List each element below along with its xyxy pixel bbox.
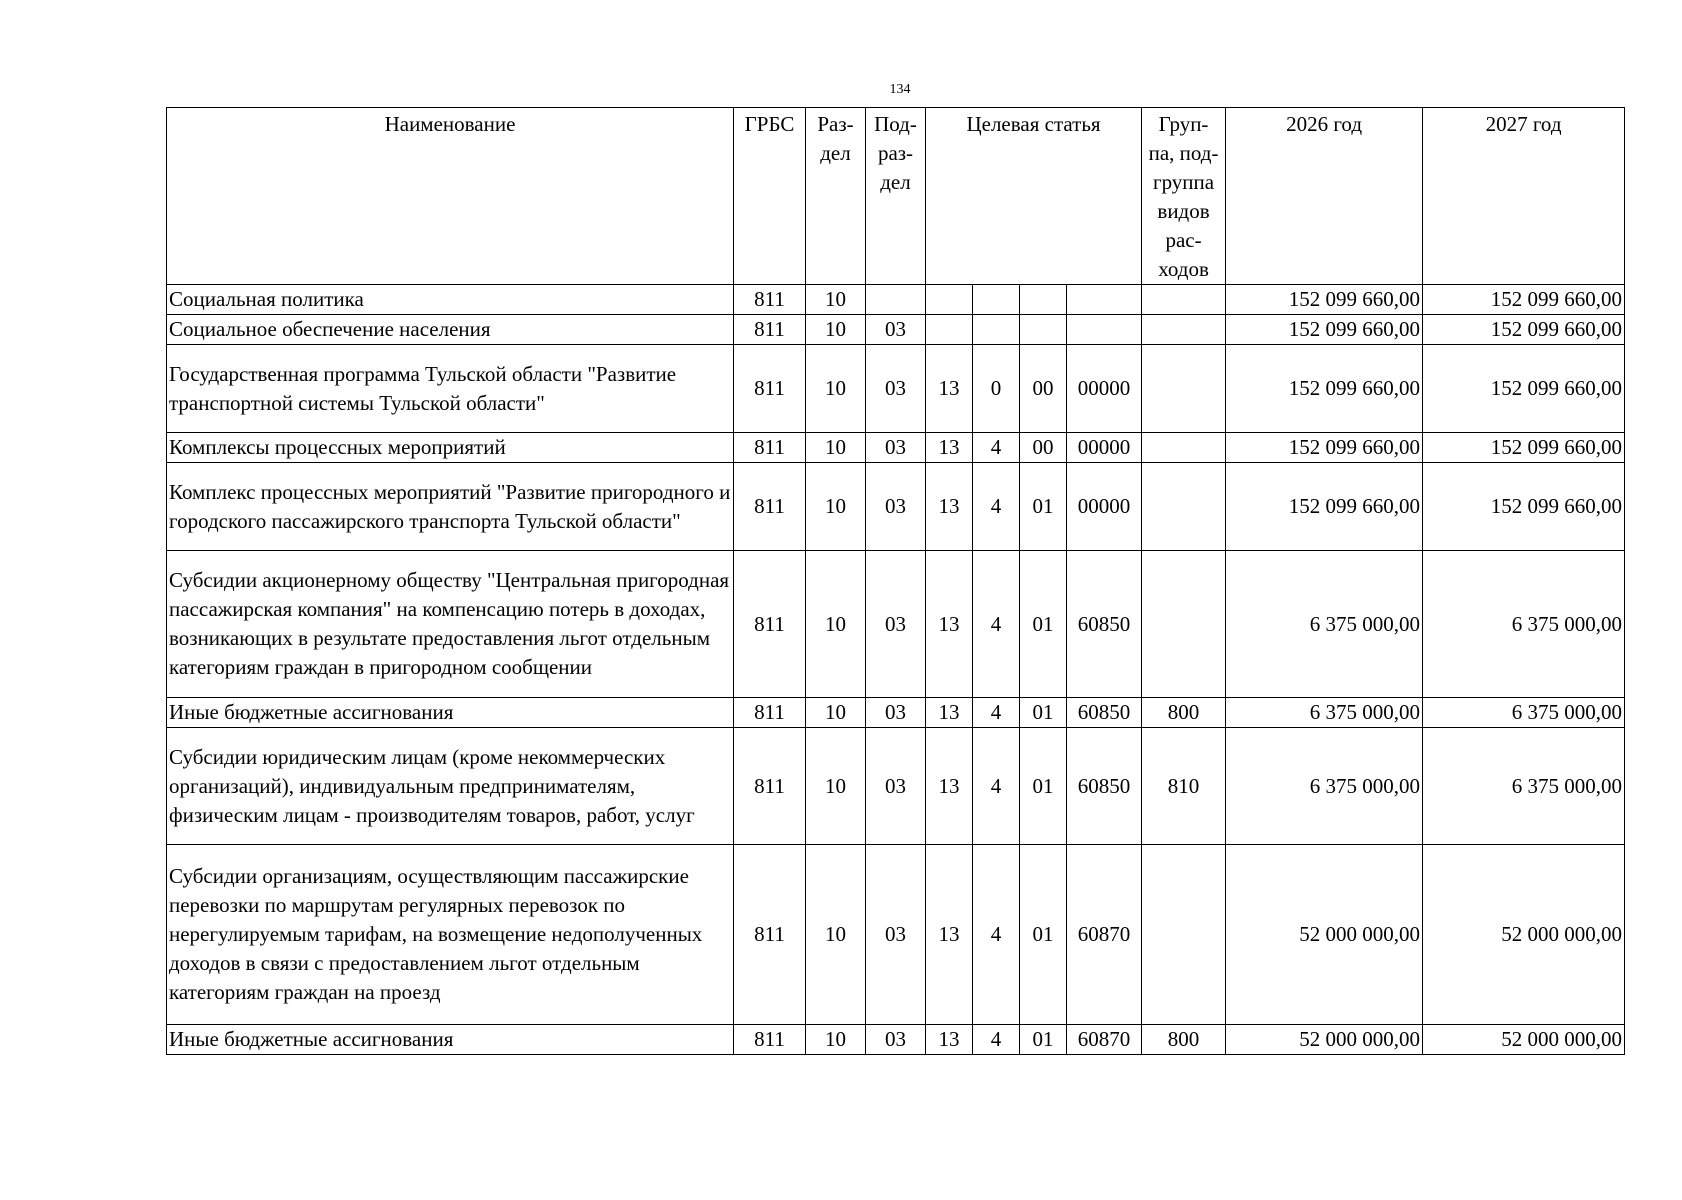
cell-target-subtype: 01 — [1020, 698, 1067, 728]
cell-name: Субсидии юридическим лицам (кроме некоммерческих организаций), индивидуальным предпринимателям, физическим лицам - производителям товаров, работ, услуг — [167, 728, 734, 845]
cell-amount-2027: 52 000 000,00 — [1423, 845, 1625, 1025]
cell-razdel: 10 — [806, 551, 866, 698]
cell-grbs: 811 — [734, 433, 806, 463]
cell-podrazdel: 03 — [866, 433, 926, 463]
cell-amount-2027: 152 099 660,00 — [1423, 315, 1625, 345]
cell-target-type: 4 — [973, 433, 1020, 463]
cell-expense-group — [1142, 345, 1226, 433]
cell-expense-group — [1142, 315, 1226, 345]
table-row — [167, 285, 1625, 315]
cell-target-type: 4 — [973, 1025, 1020, 1055]
cell-podrazdel: 03 — [866, 1025, 926, 1055]
cell-name: Социальная политика — [167, 285, 734, 315]
cell-name: Комплекс процессных мероприятий "Развитие пригородного и городского пассажирского транспорта Тульской области" — [167, 463, 734, 551]
cell-grbs: 811 — [734, 463, 806, 551]
cell-razdel: 10 — [806, 845, 866, 1025]
cell-podrazdel: 03 — [866, 698, 926, 728]
cell-target-direction — [1067, 315, 1142, 345]
cell-name: Иные бюджетные ассигнования — [167, 1025, 734, 1055]
header-razdel: Раз- дел — [806, 108, 866, 285]
cell-amount-2026: 152 099 660,00 — [1226, 345, 1423, 433]
cell-expense-group — [1142, 845, 1226, 1025]
cell-target-type: 0 — [973, 345, 1020, 433]
table-row — [167, 433, 1625, 463]
cell-amount-2026: 152 099 660,00 — [1226, 433, 1423, 463]
cell-expense-group — [1142, 433, 1226, 463]
cell-target-program: 13 — [926, 1025, 973, 1055]
cell-target-subtype: 01 — [1020, 1025, 1067, 1055]
cell-razdel: 10 — [806, 463, 866, 551]
table-row — [167, 728, 1625, 845]
cell-razdel: 10 — [806, 315, 866, 345]
cell-target-direction: 00000 — [1067, 433, 1142, 463]
cell-target-subtype: 01 — [1020, 845, 1067, 1025]
cell-razdel: 10 — [806, 433, 866, 463]
cell-grbs: 811 — [734, 728, 806, 845]
cell-grbs: 811 — [734, 345, 806, 433]
cell-amount-2027: 52 000 000,00 — [1423, 1025, 1625, 1055]
cell-podrazdel: 03 — [866, 345, 926, 433]
cell-target-direction: 60850 — [1067, 551, 1142, 698]
cell-target-program: 13 — [926, 728, 973, 845]
cell-target-subtype — [1020, 285, 1067, 315]
cell-grbs: 811 — [734, 1025, 806, 1055]
cell-target-program — [926, 315, 973, 345]
cell-amount-2026: 152 099 660,00 — [1226, 285, 1423, 315]
cell-expense-group — [1142, 463, 1226, 551]
cell-podrazdel — [866, 285, 926, 315]
header-grbs: ГРБС — [734, 108, 806, 285]
cell-amount-2027: 152 099 660,00 — [1423, 463, 1625, 551]
cell-target-direction: 60850 — [1067, 728, 1142, 845]
cell-target-program — [926, 285, 973, 315]
cell-expense-group — [1142, 551, 1226, 698]
table-row — [167, 845, 1625, 1025]
cell-amount-2026: 6 375 000,00 — [1226, 698, 1423, 728]
cell-name: Социальное обеспечение населения — [167, 315, 734, 345]
cell-target-direction: 60870 — [1067, 1025, 1142, 1055]
cell-name: Иные бюджетные ассигнования — [167, 698, 734, 728]
cell-amount-2026: 52 000 000,00 — [1226, 1025, 1423, 1055]
header-row — [167, 108, 1625, 285]
cell-razdel: 10 — [806, 728, 866, 845]
cell-target-program: 13 — [926, 698, 973, 728]
cell-razdel: 10 — [806, 1025, 866, 1055]
cell-target-direction: 00000 — [1067, 463, 1142, 551]
cell-target-program: 13 — [926, 551, 973, 698]
table-row — [167, 315, 1625, 345]
cell-expense-group: 800 — [1142, 1025, 1226, 1055]
cell-amount-2027: 6 375 000,00 — [1423, 698, 1625, 728]
cell-target-type — [973, 315, 1020, 345]
cell-amount-2027: 152 099 660,00 — [1423, 285, 1625, 315]
cell-name: Государственная программа Тульской области "Развитие транспортной системы Тульской области" — [167, 345, 734, 433]
cell-target-direction: 60850 — [1067, 698, 1142, 728]
cell-target-direction: 60870 — [1067, 845, 1142, 1025]
header-expense-group: Груп- па, под- группа видов рас- ходов — [1142, 108, 1226, 285]
cell-razdel: 10 — [806, 345, 866, 433]
table-row — [167, 1025, 1625, 1055]
cell-grbs: 811 — [734, 551, 806, 698]
cell-target-subtype: 00 — [1020, 345, 1067, 433]
cell-grbs: 811 — [734, 845, 806, 1025]
header-target-article: Целевая статья — [926, 108, 1142, 285]
cell-target-type: 4 — [973, 463, 1020, 551]
cell-target-type: 4 — [973, 728, 1020, 845]
cell-amount-2026: 6 375 000,00 — [1226, 728, 1423, 845]
cell-podrazdel: 03 — [866, 315, 926, 345]
cell-target-program: 13 — [926, 433, 973, 463]
cell-podrazdel: 03 — [866, 551, 926, 698]
cell-expense-group: 800 — [1142, 698, 1226, 728]
cell-amount-2026: 6 375 000,00 — [1226, 551, 1423, 698]
header-podrazdel: Под- раз- дел — [866, 108, 926, 285]
header-year-2027: 2027 год — [1423, 108, 1625, 285]
cell-name: Комплексы процессных мероприятий — [167, 433, 734, 463]
cell-expense-group: 810 — [1142, 728, 1226, 845]
cell-podrazdel: 03 — [866, 463, 926, 551]
cell-amount-2027: 6 375 000,00 — [1423, 551, 1625, 698]
cell-target-direction: 00000 — [1067, 345, 1142, 433]
cell-amount-2026: 152 099 660,00 — [1226, 463, 1423, 551]
cell-name: Субсидии акционерному обществу "Центральная пригородная пассажирская компания" на компенсацию потерь в доходах, возникающих в результате предоставления льгот отдельным категориям граждан в пригородном сообщении — [167, 551, 734, 698]
cell-target-program: 13 — [926, 463, 973, 551]
cell-amount-2026: 152 099 660,00 — [1226, 315, 1423, 345]
cell-target-program: 13 — [926, 345, 973, 433]
cell-target-type: 4 — [973, 845, 1020, 1025]
cell-target-subtype: 01 — [1020, 551, 1067, 698]
cell-target-type — [973, 285, 1020, 315]
cell-target-type: 4 — [973, 698, 1020, 728]
table-row — [167, 345, 1625, 433]
cell-target-subtype: 01 — [1020, 728, 1067, 845]
cell-expense-group — [1142, 285, 1226, 315]
cell-grbs: 811 — [734, 698, 806, 728]
cell-grbs: 811 — [734, 315, 806, 345]
cell-target-subtype: 01 — [1020, 463, 1067, 551]
page-number: 134 — [889, 82, 911, 97]
table-body — [167, 285, 1625, 1055]
cell-razdel: 10 — [806, 285, 866, 315]
table-row — [167, 463, 1625, 551]
table-row — [167, 551, 1625, 698]
cell-amount-2027: 152 099 660,00 — [1423, 345, 1625, 433]
cell-grbs: 811 — [734, 285, 806, 315]
cell-podrazdel: 03 — [866, 845, 926, 1025]
cell-target-type: 4 — [973, 551, 1020, 698]
cell-amount-2027: 6 375 000,00 — [1423, 728, 1625, 845]
cell-target-program: 13 — [926, 845, 973, 1025]
header-name: Наименование — [167, 108, 734, 285]
cell-amount-2027: 152 099 660,00 — [1423, 433, 1625, 463]
cell-razdel: 10 — [806, 698, 866, 728]
budget-table — [166, 107, 1625, 1055]
cell-target-direction — [1067, 285, 1142, 315]
cell-target-subtype: 00 — [1020, 433, 1067, 463]
cell-amount-2026: 52 000 000,00 — [1226, 845, 1423, 1025]
table-row — [167, 698, 1625, 728]
cell-podrazdel: 03 — [866, 728, 926, 845]
cell-name: Субсидии организациям, осуществляющим пассажирские перевозки по маршрутам регулярных перевозок по нерегулируемым тарифам, на возмещение недополученных доходов в связи с предоставлением льгот отдельным категориям граждан на проезд — [167, 845, 734, 1025]
header-year-2026: 2026 год — [1226, 108, 1423, 285]
cell-target-subtype — [1020, 315, 1067, 345]
